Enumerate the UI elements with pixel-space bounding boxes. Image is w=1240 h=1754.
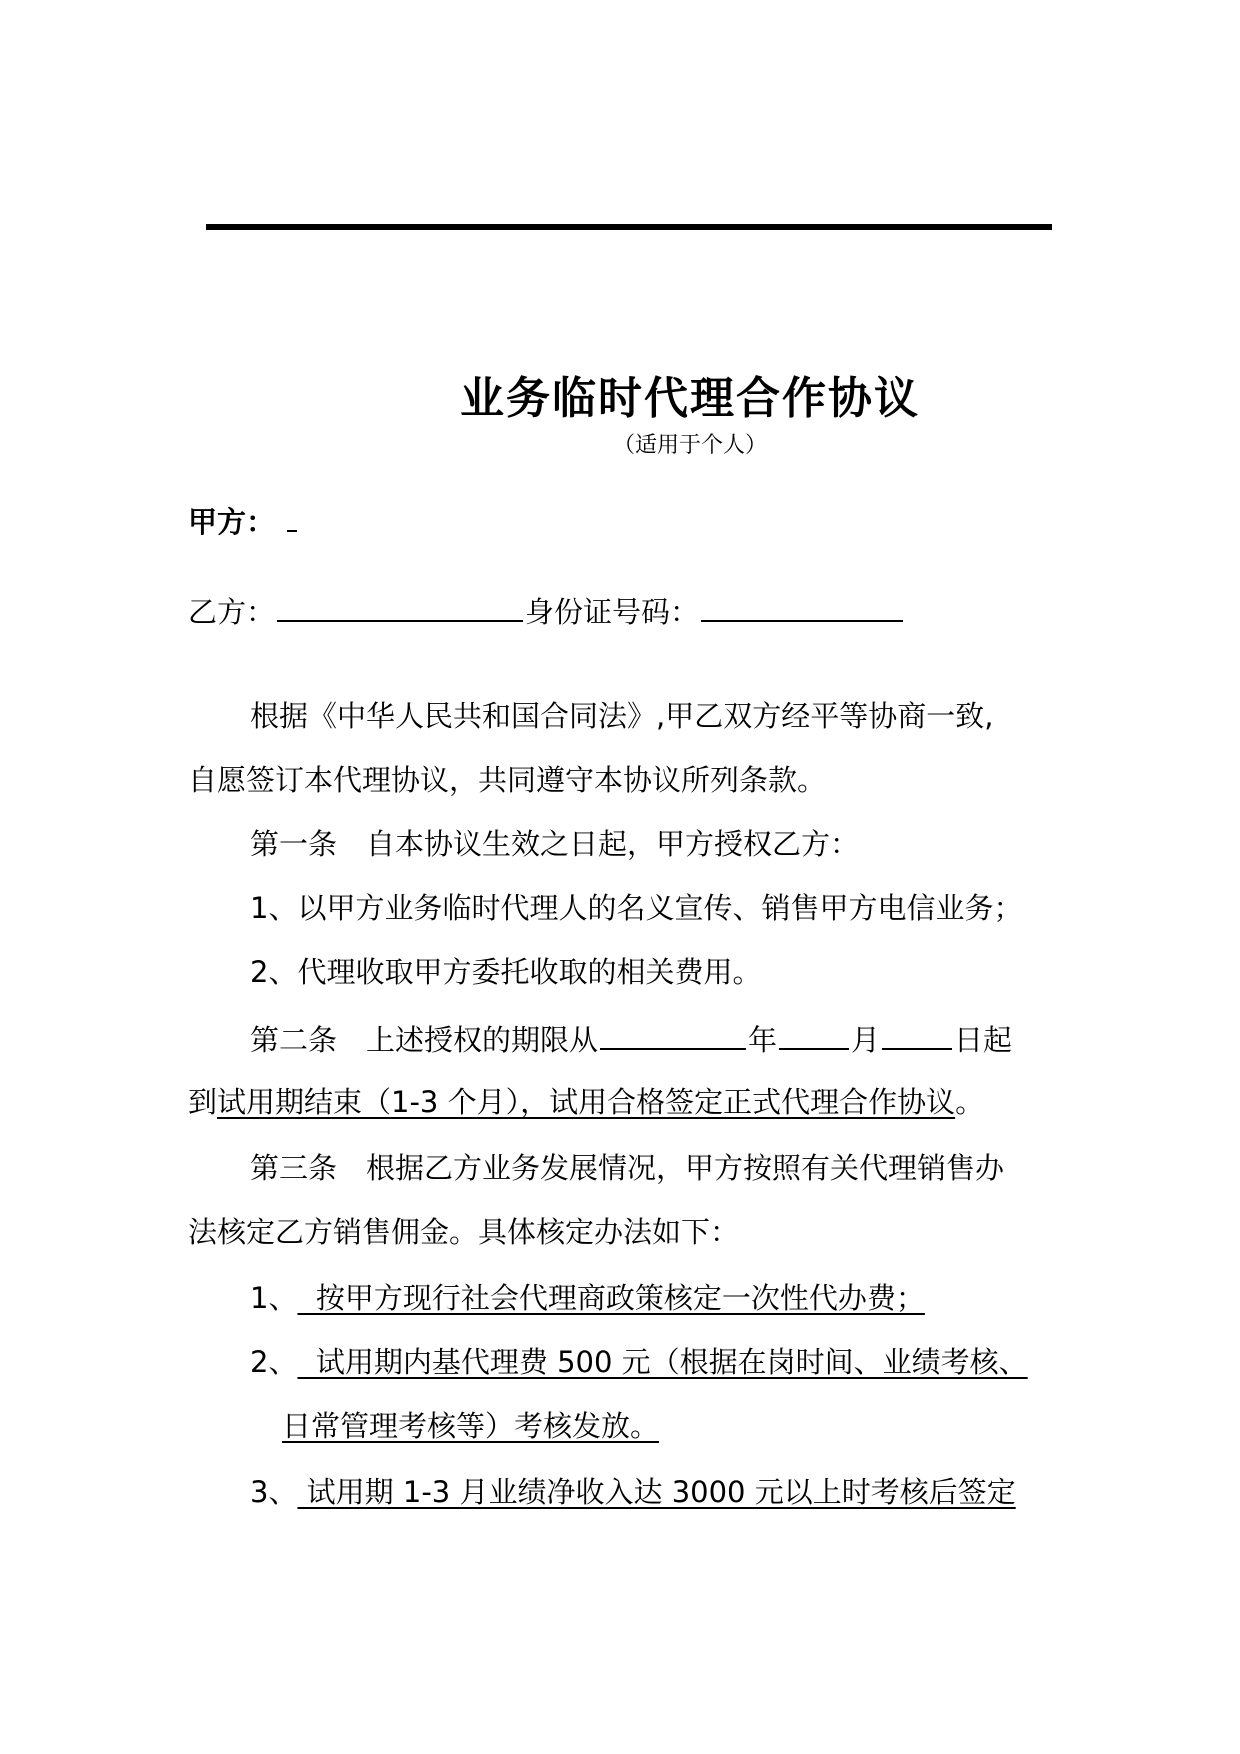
article-2-term-text: 试用期结束（1-3 个月），试用合格签定正式代理合作协议 — [217, 1085, 956, 1119]
article-1-item-1: 1、以甲方业务临时代理人的名义宣传、销售甲方电信业务； — [250, 891, 1023, 925]
document-subtitle: （适用于个人） — [612, 433, 767, 458]
party-a-line — [188, 502, 299, 540]
article-2-prefix: 第二条 上述授权的期限从 — [250, 1023, 599, 1057]
article-3-item-1-number: 1、 — [250, 1281, 298, 1315]
id-number-label: 身份证号码： — [525, 595, 700, 629]
party-b-line — [188, 592, 905, 630]
article-3-item-2-cont-text: 日常管理考核等）考核发放。 — [282, 1409, 660, 1443]
party-b-blank[interactable] — [277, 592, 523, 622]
id-number-blank[interactable] — [701, 592, 903, 622]
intro-line-2: 自愿签订本代理协议，共同遵守本协议所列条款。 — [188, 763, 827, 797]
article-3-line-2: 法核定乙方销售佣金。具体核定办法如下： — [188, 1215, 740, 1249]
start-day-blank[interactable] — [882, 1020, 952, 1050]
article-1-heading: 第一条 自本协议生效之日起，甲方授权乙方： — [250, 827, 860, 861]
article-2-end: 。 — [955, 1085, 985, 1119]
party-a-label: 甲方： — [188, 505, 276, 539]
article-3-item-1 — [250, 1280, 925, 1316]
intro-line-1: 根据《中华人民共和国合同法》,甲乙双方经平等协商一致, — [250, 699, 994, 733]
article-3-item-3-number: 3、 — [250, 1475, 298, 1509]
start-year-blank[interactable] — [600, 1020, 746, 1050]
article-3-line-1: 第三条 根据乙方业务发展情况，甲方按照有关代理销售办 — [250, 1151, 1005, 1185]
year-label: 年 — [748, 1023, 778, 1057]
day-label: 日起 — [954, 1023, 1013, 1057]
article-1-item-2: 2、代理收取甲方委托收取的相关费用。 — [250, 955, 762, 989]
header-rule — [206, 224, 1052, 230]
document-title: 业务临时代理合作协议 — [460, 373, 920, 424]
party-a-blank[interactable] — [287, 502, 297, 532]
article-3-item-3-text: 试用期 1-3 月业绩净收入达 3000 元以上时考核后签定 — [297, 1475, 1016, 1509]
article-2-lead: 到 — [188, 1085, 218, 1119]
article-3-item-2-continued — [282, 1408, 659, 1444]
article-3-item-2-text: 试用期内基代理费 500 元（根据在岗时间、业绩考核、 — [297, 1345, 1028, 1379]
start-month-blank[interactable] — [779, 1020, 849, 1050]
party-b-label: 乙方： — [188, 595, 276, 629]
article-2-line-2 — [188, 1084, 984, 1120]
article-2-line-1 — [250, 1020, 1012, 1058]
article-3-item-2-number: 2、 — [250, 1345, 298, 1379]
article-3-item-1-text: 按甲方现行社会代理商政策核定一次性代办费； — [297, 1281, 925, 1315]
article-3-item-3 — [250, 1474, 1016, 1510]
month-label: 月 — [851, 1023, 881, 1057]
article-3-item-2 — [250, 1344, 1028, 1380]
